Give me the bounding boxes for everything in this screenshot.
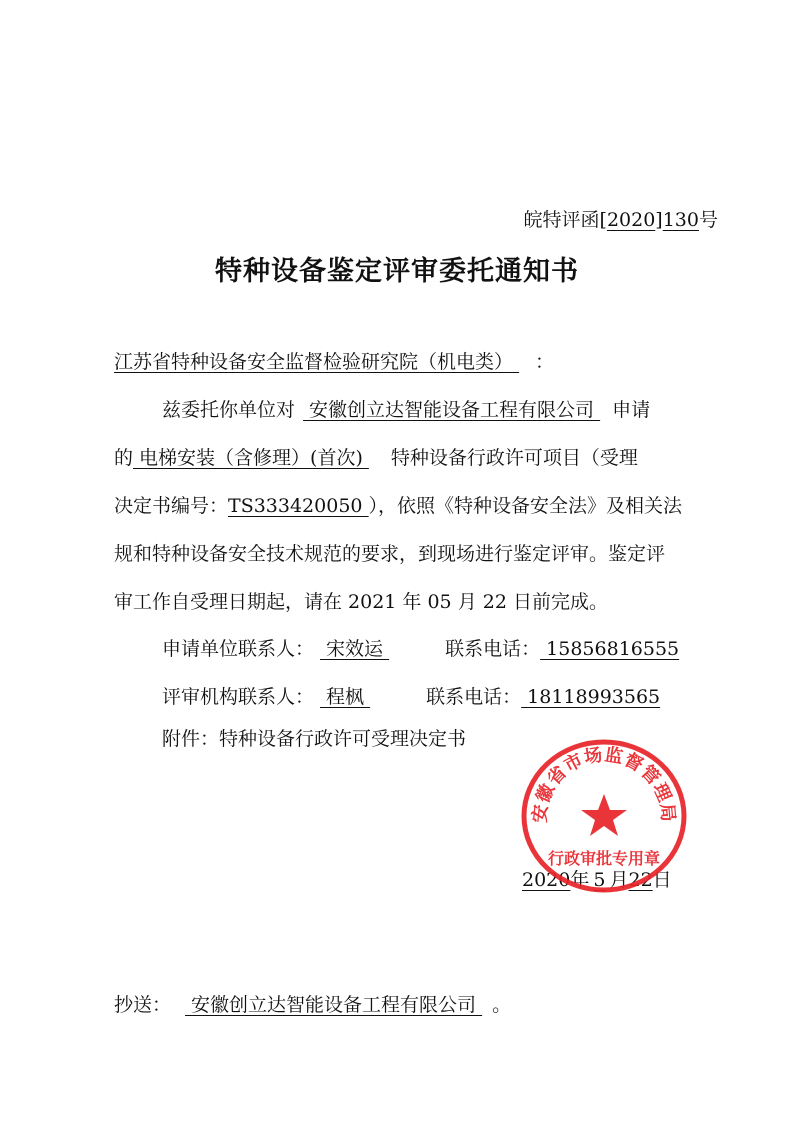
addressee-org: 江苏省特种设备安全监督检验研究院（机电类） bbox=[114, 351, 520, 373]
body-line-5: 审工作自受理日期起，请在 2021 年 05 月 22 日前完成。 bbox=[114, 591, 608, 613]
body-p1-tail: 申请 bbox=[612, 399, 651, 421]
reviewer-phone-label: 联系电话： bbox=[426, 686, 522, 708]
doc-number-bracket: ] bbox=[655, 209, 663, 231]
seal-outer-text: 安徽省市场监督管理局 bbox=[529, 744, 679, 824]
doc-number-serial: 130 bbox=[662, 209, 699, 231]
applicant-phone: 15856816555 bbox=[540, 638, 680, 660]
body-p2-lead: 的 bbox=[114, 447, 134, 469]
date-month-label: 月 bbox=[609, 869, 629, 891]
license-item: 电梯安装（含修理）(首次) bbox=[133, 447, 369, 469]
cc-label: 抄送： bbox=[114, 994, 172, 1016]
applicant-org: 安徽创立达智能设备工程有限公司 bbox=[303, 399, 601, 421]
document-title: 特种设备鉴定评审委托通知书 bbox=[215, 256, 579, 287]
official-seal-stamp bbox=[518, 738, 690, 894]
cc-org: 安徽创立达智能设备工程有限公司 bbox=[185, 994, 483, 1016]
applicant-contact-line bbox=[162, 637, 679, 661]
decision-number: TS333420050 bbox=[228, 495, 369, 517]
reviewer-contact-name: 程枫 bbox=[320, 686, 371, 708]
cc-line bbox=[114, 993, 511, 1017]
date-day-label: 日 bbox=[652, 869, 672, 891]
seal-inner-text: 行政审批专用章 bbox=[547, 849, 661, 868]
body-p2-tail: 特种设备行政许可项目（受理 bbox=[390, 447, 638, 469]
body-line-4: 规和特种设备安全技术规范的要求，到现场进行鉴定评审。鉴定评 bbox=[114, 543, 666, 565]
body-line-2 bbox=[114, 446, 638, 470]
date-year-label: 年 bbox=[570, 869, 590, 891]
addressee-line bbox=[114, 350, 554, 374]
body-p1-lead: 兹委托你单位对 bbox=[162, 399, 296, 421]
date-day: 22 bbox=[628, 869, 653, 891]
attachment-line: 附件：特种设备行政许可受理决定书 bbox=[162, 728, 467, 750]
body-p3-tail: ），依照《特种设备安全法》及相关法 bbox=[368, 495, 683, 517]
reviewer-phone: 18118993565 bbox=[521, 686, 661, 708]
document-number bbox=[524, 208, 718, 232]
applicant-contact-label: 申请单位联系人： bbox=[162, 638, 315, 660]
doc-number-prefix: 皖特评函[ bbox=[523, 209, 607, 231]
reviewer-contact-label: 评审机构联系人： bbox=[162, 686, 315, 708]
addressee-colon: ： bbox=[535, 351, 555, 373]
doc-number-year: 2020 bbox=[606, 209, 656, 231]
seal-star-icon bbox=[581, 794, 627, 836]
reviewer-contact-line bbox=[162, 685, 660, 709]
date-year: 2020 bbox=[522, 869, 571, 891]
applicant-phone-label: 联系电话： bbox=[445, 638, 541, 660]
doc-number-suffix: 号 bbox=[698, 209, 718, 231]
body-line-1 bbox=[162, 398, 650, 422]
body-line-3 bbox=[114, 494, 682, 518]
date-month: 5 bbox=[593, 869, 606, 891]
body-p3-lead: 决定书编号： bbox=[114, 495, 229, 517]
applicant-contact-name: 宋效运 bbox=[320, 638, 390, 660]
cc-end: 。 bbox=[492, 994, 512, 1016]
